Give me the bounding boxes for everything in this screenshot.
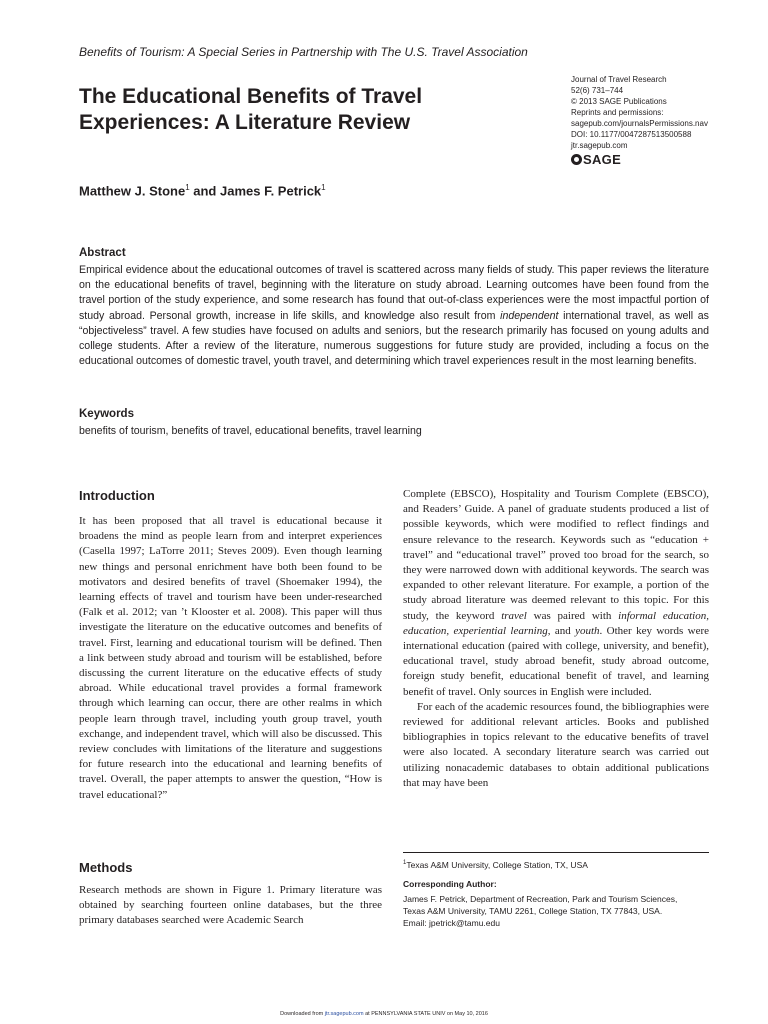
author-connector: and [189,183,220,199]
methods-paragraph: Research methods are shown in Figure 1. Primary literature was obtained by searching fourteen online databases, but the three primary databases searched were Academic Search [79,884,382,927]
journal-site-link[interactable]: jtr.sagepub.com [571,141,628,150]
journal-volume: 52(6) 731–744 [571,86,624,95]
body-emphasis: informal education, education, experiential learning [403,609,709,637]
affiliation-footnote [403,857,709,871]
abstract-text-part: Empirical evidence about the educational outcomes of travel is scattered across many fields of study. This paper reviews the literature on the educational benefits of travel, beginning with the literature on study abroad. Learning outcomes have been found from the travel portion of the study experience, and some research has found that out-of-class experiences were the most impactful portion of study abroad. Personal growth, increase in life skills, and knowledge also result from [79,264,709,322]
corresponding-author-heading: Corresponding Author: [403,879,497,889]
sage-logo-icon [571,154,582,165]
doi: DOI: 10.1177/0047287513500588 [571,130,692,139]
introduction-heading: Introduction [79,488,155,503]
download-prefix: Downloaded from [280,1011,325,1017]
body-text-part: was paired with [526,609,619,622]
footnote-divider [403,852,709,853]
corresponding-author-email[interactable]: Email: jpetrick@tamu.edu [403,918,500,928]
methods-text-continued [403,487,709,791]
download-suffix: at PENNSYLVANIA STATE UNIV on May 10, 2016 [363,1011,488,1017]
affiliation-marker: 1 [403,860,407,866]
copyright: © 2013 SAGE Publications [571,97,667,106]
series-header: Benefits of Tourism: A Special Series in Partnership with The U.S. Travel Association [79,45,528,59]
body-text-part: Complete (EBSCO), Hospitality and Tourism Complete (EBSCO), and Readers’ Guide. A panel of graduate students produced a list of possible keywords, which were modified to reflect findings and ensure relevance to the research. Keywords such as “education + travel” and “educational travel” proved too broad for the search, so they were narrowed down with additional keywords. The search was expanded to other relevant literature. For example, a portion of the study abroad literature was deemed relevant to this topic. For this study, the keyword [403,488,709,622]
journal-info [571,74,751,151]
affiliation-text: Texas A&M University, College Station, TX, USA [406,859,588,870]
affiliation-marker: 1 [321,183,326,192]
abstract-heading: Abstract [79,247,126,259]
methods-text [79,883,382,929]
reprints-label: Reprints and permissions: [571,108,664,117]
download-notice [0,1011,768,1017]
title-line-1: The Educational Benefits of Travel [79,85,423,108]
abstract-emphasis: independent [500,309,559,322]
corresponding-author-line: James F. Petrick, Department of Recreation, Park and Tourism Sciences, [403,894,678,904]
title-line-2: Experiences: A Literature Review [79,111,411,134]
download-link[interactable]: jtr.sagepub.com [324,1011,364,1017]
keywords-text: benefits of tourism, benefits of travel, educational benefits, travel learning [79,425,422,437]
affiliation-marker: 1 [185,183,190,192]
body-emphasis: youth [575,624,600,637]
abstract-text-part: international travel, as well as “objectiveless” travel. A few studies have focused on adults and seniors, but the research primarily has focused on young adults and college students. After a review of the literature, numerous suggestions for future study are provided, including a focus on the educational outcomes of domestic travel, youth travel, and determining which travel experiences result in the most learning benefits. [79,309,709,368]
article-title [79,84,519,136]
author-name: Matthew J. Stone [79,183,186,199]
sage-logo-text: SAGE [583,152,622,167]
journal-name: Journal of Travel Research [571,75,667,84]
corresponding-author-details [403,893,709,929]
introduction-text [79,514,382,803]
methods-paragraph-continued [403,487,709,700]
reprints-link[interactable]: sagepub.com/journalsPermissions.nav [571,119,708,128]
corresponding-author-line: Texas A&M University, TAMU 2261, College Station, TX 77843, USA. [403,906,663,916]
sage-logo [571,152,621,167]
author-name: James F. Petrick [219,183,322,199]
body-text-part: . Other key words were international education (paired with college, university, and benefit), educational travel, study abroad benefit, study abroad outcome, foreign study benefit, educational benefit of travel, and learning benefit of travel. Only sources in English were included. [403,624,709,698]
methods-heading: Methods [79,860,133,875]
abstract-text [79,263,709,369]
bibliography-paragraph: For each of the academic resources found, the bibliographies were reviewed for additional relevant articles. Books and published bibliographies in topics relevant to the educative benefits of travel were also located. A secondary literature search was carried out utilizing nonacademic databases to obtain additional publications that may have been [403,700,709,789]
body-emphasis: travel [501,609,527,622]
author-list [79,183,326,198]
keywords-heading: Keywords [79,408,134,420]
body-text-part: , and [547,624,576,637]
introduction-paragraph: It has been proposed that all travel is educational because it broadens the mind as people learn from and interpret experiences (Casella 1997; LaTorre 2011; Steves 2009). Even though learning new things and personal enrichment have both been found to be motivators and desired benefits of travel (Shoemaker 1994), the learning effects of travel and tourism have been under-researched (Falk et al. 2012; van ’t Klooster et al. 2008). This paper will thus investigate the literature on the educative outcomes and benefits of travel. First, learning and educational tourism will be defined. Then a link between study abroad and tourism will be established, before discussing the current literature on the educative effects of study abroad. While educational travel provides a formal framework through which learning can occur, there are other realms in which people learn through travel, including youth group travel, youth exchange, and independent travel, which will also be discussed. This review concludes with limitations of the literature and suggestions for future research into the educational and learning benefits of travel. Overall, the paper attempts to answer the question, “How is travel educational?” [79,515,382,801]
